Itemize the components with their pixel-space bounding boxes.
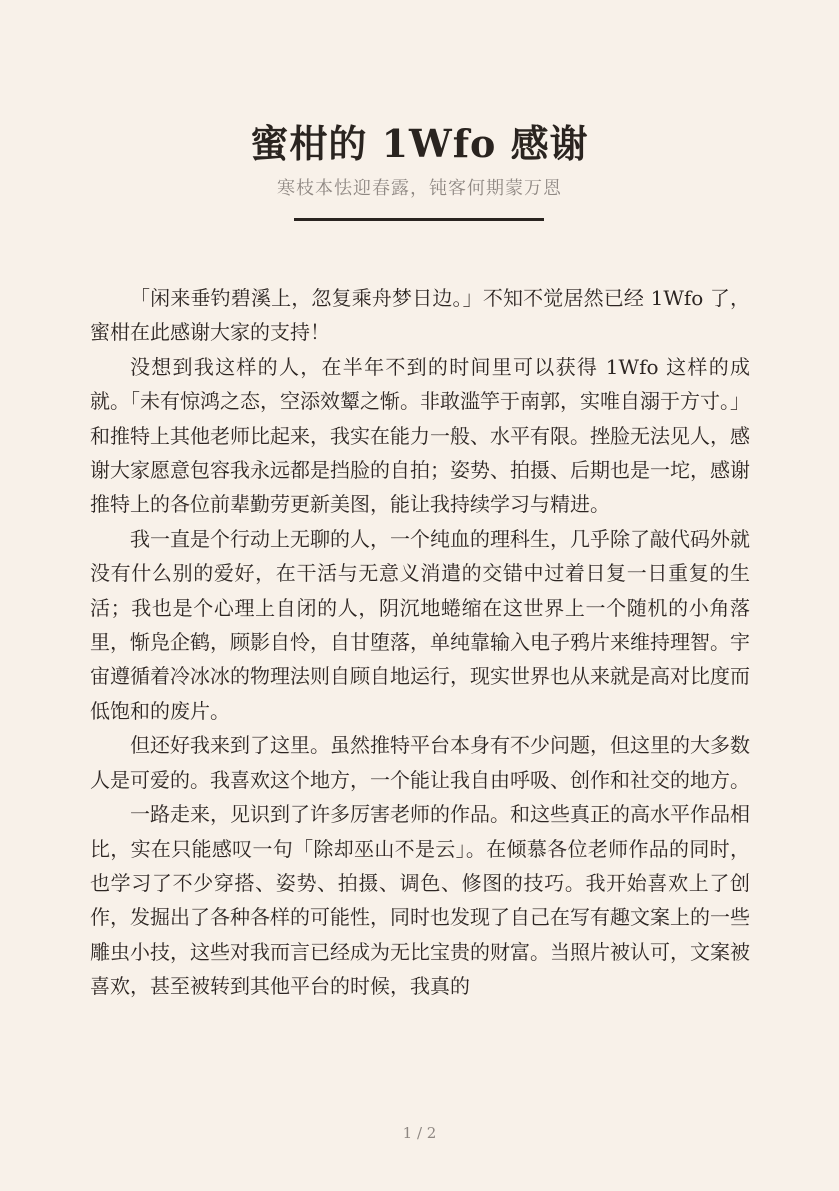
paragraph-1: 「闲来垂钓碧溪上，忽复乘舟梦日边。」不知不觉居然已经 1Wfo 了，蜜柑在此感谢大家的支持！: [90, 286, 750, 345]
paragraph-5: 一路走来，见识到了许多厉害老师的作品。和这些真正的高水平作品相比，实在只能感叹一句「除却巫山不是云」。在倾慕各位老师作品的同时，也学习了不少穿搭、姿势、拍摄、调色、修图的技巧。我开始喜欢上了创作，发掘出了各种各样的可能性，同时也发现了自己在写有趣文案上的一些雕虫小技，这些对我而言已经成为无比宝贵的财富。当照片被认可，文案被喜欢，甚至被转到其他平台的时候，我真的: [90, 802, 750, 999]
paragraph-4: 但还好我来到了这里。虽然推特平台本身有不少问题，但这里的大多数人是可爱的。我喜欢这个地方，一个能让我自由呼吸、创作和社交的地方。: [90, 733, 750, 792]
page-number: 1 / 2: [402, 1124, 437, 1142]
paragraph-3: 我一直是个行动上无聊的人，一个纯血的理科生，几乎除了敲代码外就没有什么别的爱好，在干活与无意义消遣的交错中过着日复一日重复的生活；我也是个心理上自闭的人，阴沉地蜷缩在这世界上一个随机的小角落里，惭凫企鹤，顾影自怜，自甘堕落，单纯靠输入电子鸦片来维持理智。宇宙遵循着冷冰冰的物理法则自顾自地运行，现实世界也从来就是高对比度而低饱和的废片。: [90, 526, 750, 723]
document-subtitle: 寒枝本怯迎春露，钝客何期蒙万恩: [277, 178, 562, 199]
document-title: 蜜柑的 1Wfo 感谢: [250, 121, 589, 166]
paragraph-2: 没想到我这样的人，在半年不到的时间里可以获得 1Wfo 这样的成就。「未有惊鸿之态，空添效颦之惭。非敢滥竽于南郭，实唯自溺于方寸。」和推特上其他老师比起来，我实在能力一般、水平有限。挫脸无法见人，感谢大家愿意包容我永远都是挡脸的自拍；姿势、拍摄、后期也是一坨，感谢推特上的各位前辈勤劳更新美图，能让我持续学习与精进。: [90, 354, 750, 517]
document-body: [90, 281, 750, 1004]
title-divider: [294, 218, 544, 221]
